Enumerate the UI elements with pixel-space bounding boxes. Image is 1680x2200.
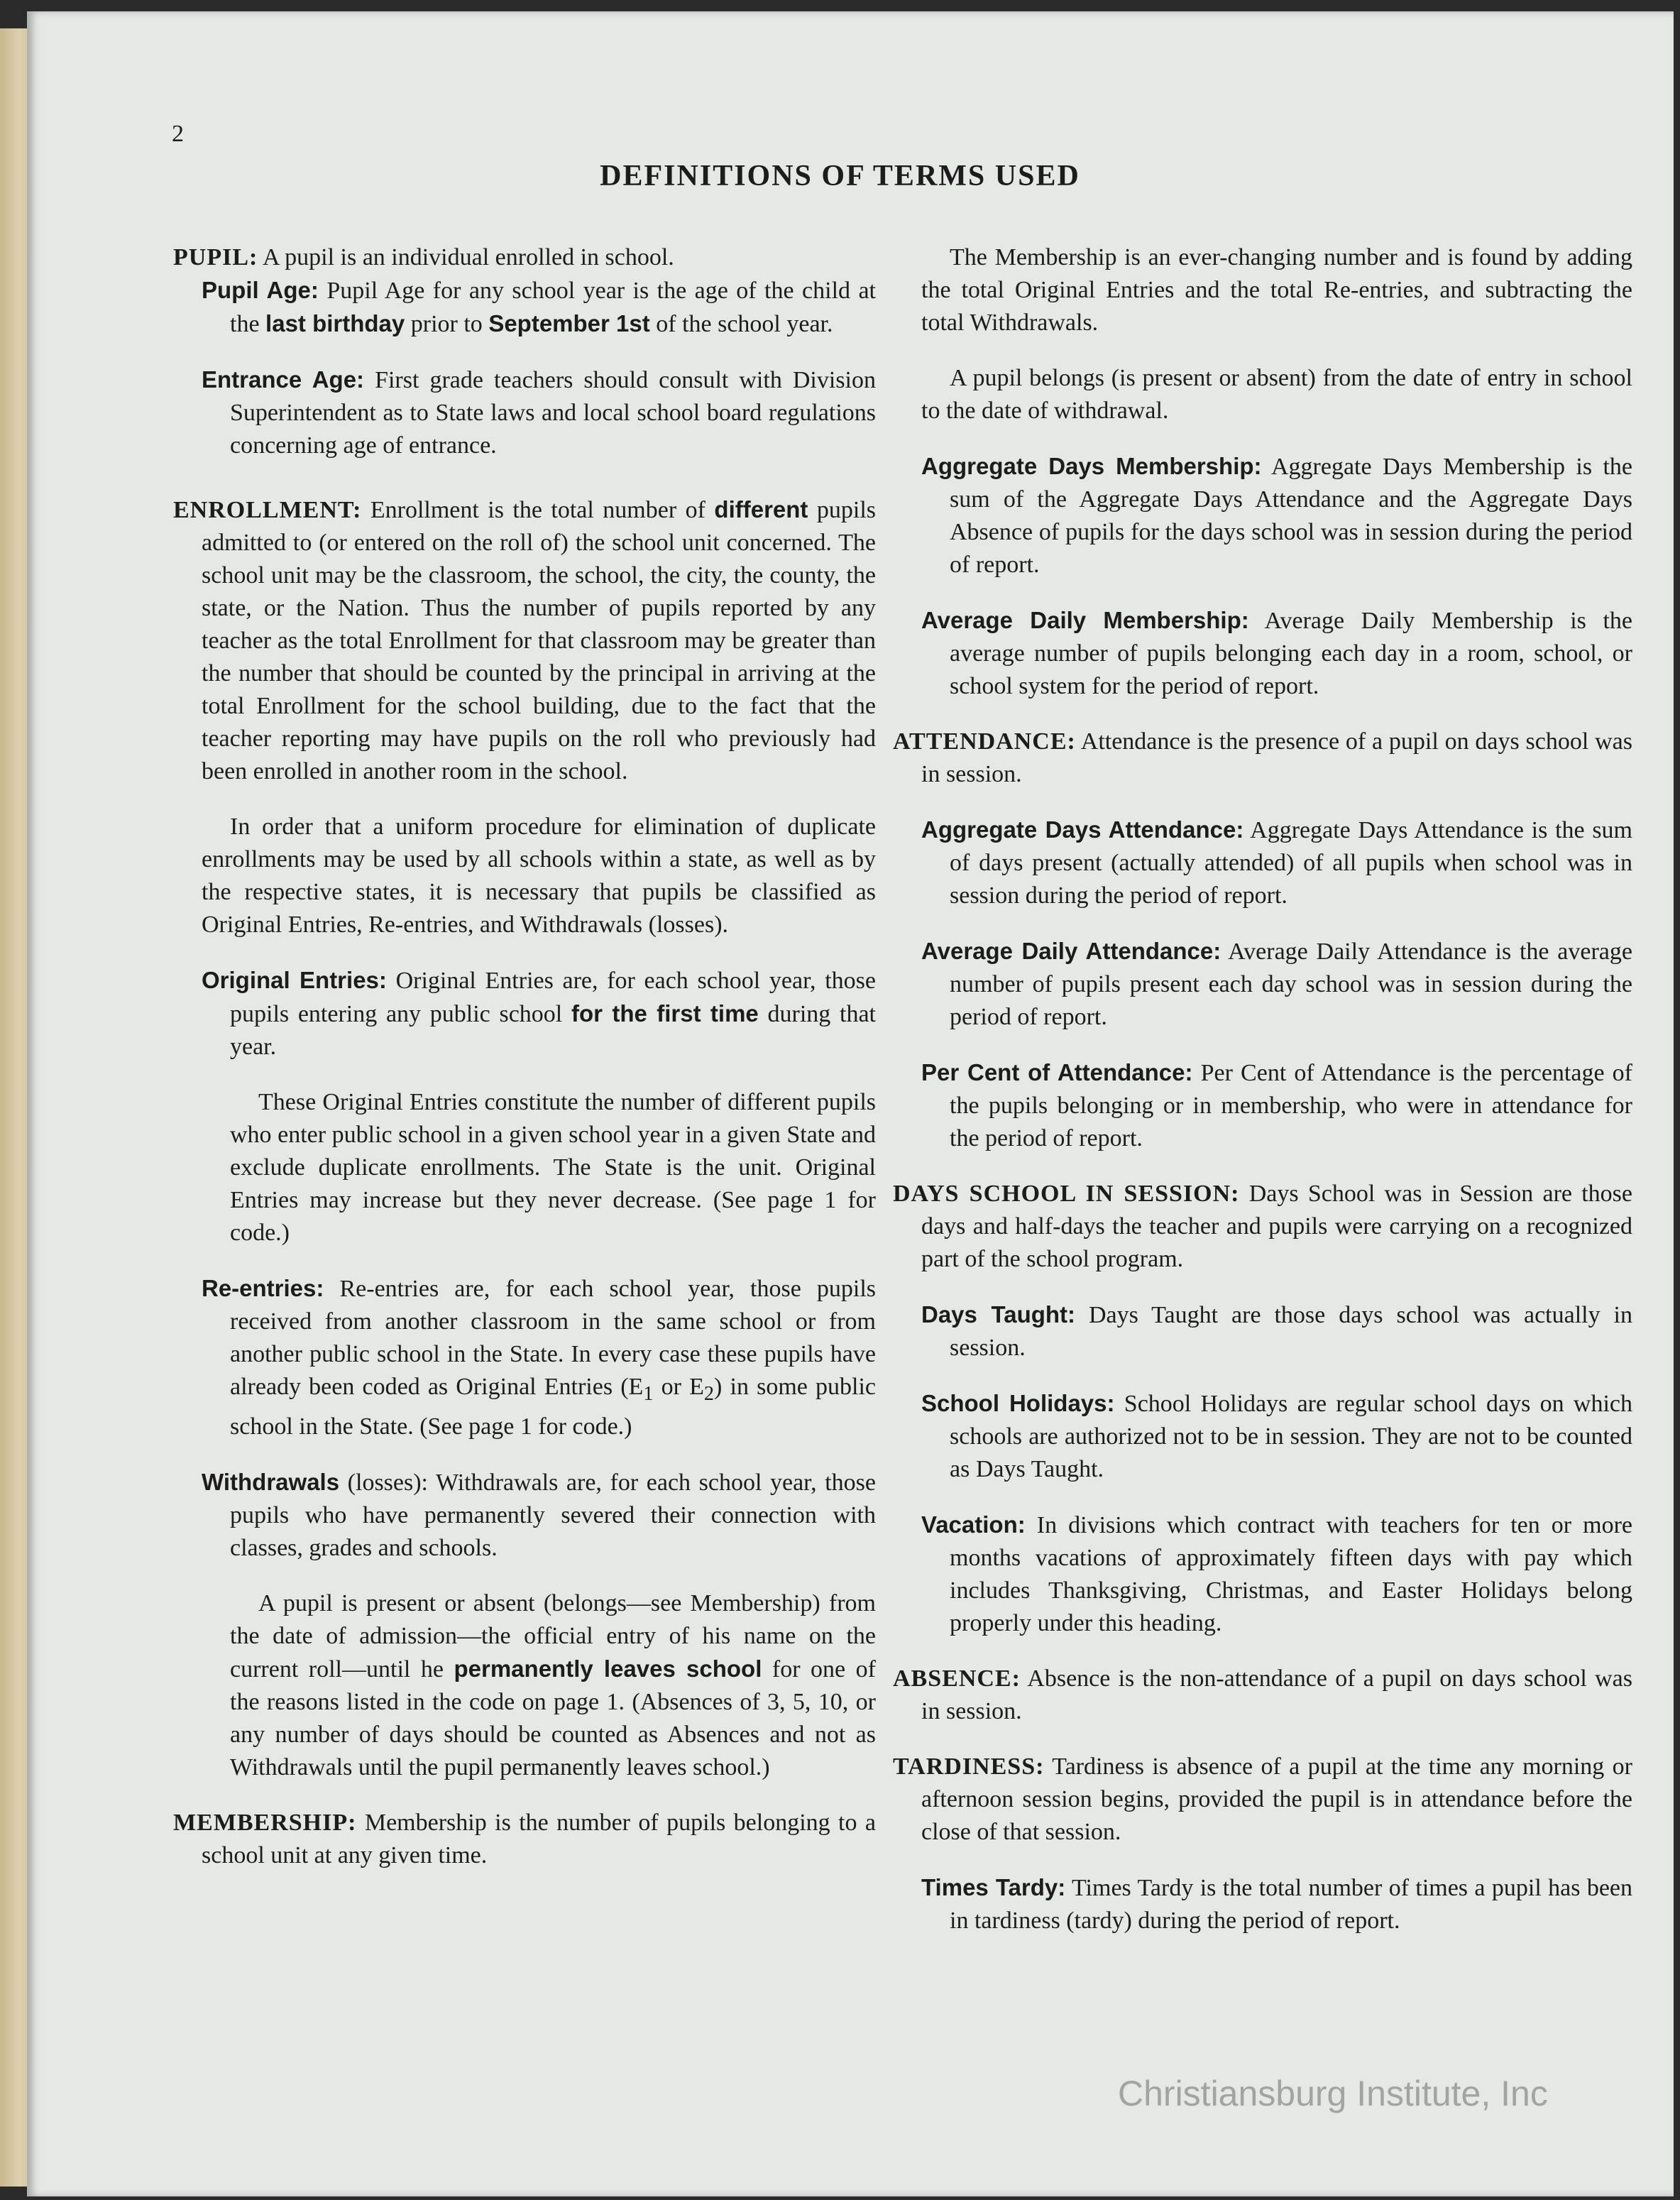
definition-days-school-in-session <box>893 1178 1632 1276</box>
definition-attendance <box>893 726 1632 791</box>
emphasis-text: different <box>714 496 808 522</box>
paragraph-pupil-belongs: A pupil belongs (is present or absent) from the date of entry in school to the date of withdrawal. <box>921 365 1632 424</box>
definition-original-entries <box>202 964 876 1063</box>
term-school-holidays: School Holidays: <box>921 1390 1115 1416</box>
definition-text: ) in some public school in the State. (See page 1 for code.) <box>230 1374 877 1440</box>
term-attendance: ATTENDANCE: <box>893 728 1076 755</box>
term-per-cent-attendance: Per Cent of Attendance: <box>921 1059 1193 1085</box>
watermark: Christiansburg Institute, Inc <box>1118 2074 1548 2113</box>
term-pupil-age: Pupil Age: <box>202 277 319 303</box>
definition-pupil-age <box>202 274 876 341</box>
definition-reentries <box>202 1272 876 1443</box>
term-absence: ABSENCE: <box>893 1665 1021 1692</box>
page-title: DEFINITIONS OF TERMS USED <box>600 160 1080 192</box>
definition-text: Attendance is the presence of a pupil on days school was in session. <box>921 728 1632 787</box>
term-entrance-age: Entrance Age: <box>202 366 365 393</box>
emphasis-text: for the first time <box>571 1000 759 1027</box>
definition-text: Times Tardy is the total number of times a pupil has been in tardiness (tardy) during the period of report. <box>950 1875 1633 1934</box>
definition-text: Membership is the number of pupils belonging to a school unit at any given time. <box>202 1809 876 1868</box>
right-column <box>893 241 1632 1937</box>
emphasis-text: last birthday <box>265 310 405 336</box>
definition-average-daily-membership <box>921 604 1632 703</box>
definition-text: Average Daily Membership is the average number of pupils belonging each day in a room, school, or school system for the period of report. <box>950 608 1632 699</box>
definition-text: Original Entries are, for each school year, those pupils entering any public school <box>230 968 876 1027</box>
definition-text: of the school year. <box>649 311 833 337</box>
definition-text: Aggregate Days Membership is the sum of the Aggregate Days Attendance and the Aggregate Days Absence of pupils for the days school was in session during the period of report. <box>950 454 1632 578</box>
definition-membership <box>173 1807 876 1872</box>
definition-tardiness <box>893 1751 1632 1849</box>
term-withdrawals: Withdrawals <box>202 1468 340 1495</box>
definition-text: Absence is the non-attendance of a pupil on days school was in session. <box>921 1665 1632 1724</box>
definition-text: Per Cent of Attendance is the percentage of the pupils belonging or in membership, who were in attendance for the period of report. <box>950 1060 1632 1151</box>
subscript: 1 <box>643 1382 654 1405</box>
left-column <box>173 241 876 1872</box>
definition-text: Tardiness is absence of a pupil at the time any morning or afternoon session begins, provided the pupil is in attendance before the close of that session. <box>921 1753 1632 1845</box>
definition-text: Aggregate Days Attendance is the sum of days present (actually attended) of all pupils when school was in session during the period of report. <box>950 817 1632 909</box>
term-aggregate-days-attendance: Aggregate Days Attendance: <box>921 816 1244 843</box>
term-average-daily-attendance: Average Daily Attendance: <box>921 938 1221 964</box>
term-tardiness: TARDINESS: <box>893 1753 1045 1780</box>
paragraph-present-absent <box>230 1587 876 1784</box>
term-original-entries: Original Entries: <box>202 967 387 993</box>
definition-aggregate-days-attendance <box>921 814 1632 912</box>
page-number: 2 <box>172 121 184 147</box>
emphasis-text: September 1st <box>488 310 650 336</box>
definition-text: School Holidays are regular school days on which schools are authorized not to be in session. They are not to be counted as Days Taught. <box>950 1391 1632 1482</box>
term-pupil: PUPIL: <box>173 244 258 270</box>
definition-days-taught <box>921 1298 1632 1364</box>
definition-text: pupils admitted to (or entered on the roll of) the school unit concerned. The school unit may be the classroom, the school, the city, the county, the state, or the Nation. Thus the number of pupils reported by any teacher as the total Enrollment for that classroom may be greater than the number that should be counted by the principal in arriving at the total Enrollment for the school building, due to the fact that the teacher reporting may have pupils on the roll who previously had been enrolled in another room in the school. <box>202 497 877 784</box>
definition-text: Days Taught are those days school was actually in session. <box>950 1302 1632 1361</box>
definition-withdrawals <box>202 1466 876 1565</box>
definition-enrollment <box>173 493 876 788</box>
term-membership: MEMBERSHIP: <box>173 1809 357 1836</box>
definition-per-cent-attendance <box>921 1056 1632 1155</box>
subscript: 2 <box>703 1382 715 1405</box>
definition-text: during that year. <box>230 1001 876 1060</box>
definition-average-daily-attendance <box>921 935 1632 1034</box>
definition-vacation <box>921 1509 1632 1640</box>
definition-times-tardy <box>921 1871 1632 1937</box>
definition-text: First grade teachers should consult with Division Superintendent as to State laws and local school board regulations concerning age of entrance. <box>230 367 876 459</box>
term-enrollment: ENROLLMENT: <box>173 497 362 523</box>
paragraph-uniform-procedure: In order that a uniform procedure for elimination of duplicate enrollments may be used by all schools within a state, as well as by the respective states, it is necessary that pupils be classified as Original Entries, Re-entries, and Withdrawals (losses). <box>202 814 876 938</box>
definition-absence <box>893 1663 1632 1728</box>
definition-text: In divisions which contract with teachers for ten or more months vacations of approximately fifteen days with pay which includes Thanksgiving, Christmas, and Easter Holidays belong properly under this heading. <box>950 1512 1632 1636</box>
definition-pupil <box>173 241 876 274</box>
definition-text: prior to <box>405 311 489 337</box>
term-days-school-in-session: DAYS SCHOOL IN SESSION: <box>893 1181 1240 1207</box>
definition-text: Average Daily Attendance is the average number of pupils present each day school was in session during the period of report. <box>950 938 1632 1030</box>
definition-text: Pupil Age for any school year is the age of the child at the <box>230 278 876 337</box>
paragraph-original-entries: These Original Entries constitute the number of different pupils who enter public school in a given school year in a given State and exclude duplicate enrollments. The State is the unit. Original Entries may increase but they never decrease. (See page 1 for code.) <box>230 1089 876 1246</box>
term-aggregate-days-membership: Aggregate Days Membership: <box>921 453 1262 479</box>
term-times-tardy: Times Tardy: <box>921 1874 1066 1900</box>
paragraph-membership-changing: The Membership is an ever-changing number and is found by adding the total Original Entries and the total Re-entries, and subtracting the total Withdrawals. <box>921 244 1632 336</box>
definition-text: A pupil is present or absent (belongs—see Membership) from the date of admission—the official entry of his name on the current roll—until he <box>230 1589 876 1682</box>
definition-text: for one of the reasons listed in the code on page 1. (Absences of 3, 5, 10, or any number of days should be counted as Absences and not as Withdrawals until the pupil permanently leaves school.) <box>230 1656 876 1780</box>
definition-aggregate-days-membership <box>921 450 1632 581</box>
definition-text: Days School was in Session are those days and half-days the teacher and pupils were carrying on a recognized part of the school program. <box>921 1181 1633 1272</box>
term-average-daily-membership: Average Daily Membership: <box>921 607 1249 633</box>
definition-text: or E <box>653 1374 704 1400</box>
definition-text: (losses): Withdrawals are, for each school year, those pupils who have permanently severed their connection with classes, grades and schools. <box>230 1469 876 1561</box>
term-vacation: Vacation: <box>921 1511 1026 1538</box>
definition-entrance-age <box>202 363 876 462</box>
term-reentries: Re-entries: <box>202 1275 324 1301</box>
definition-text: Enrollment is the total number of <box>361 497 715 523</box>
term-days-taught: Days Taught: <box>921 1301 1076 1328</box>
definition-text: A pupil is an individual enrolled in school. <box>258 244 674 270</box>
definition-school-holidays <box>921 1387 1632 1486</box>
definition-text: Re-entries are, for each school year, those pupils received from another classroom in the same school or from another public school in the State. In every case these pupils have already been coded as Original Entries (E <box>230 1276 876 1400</box>
emphasis-text: permanently leaves school <box>454 1655 762 1682</box>
